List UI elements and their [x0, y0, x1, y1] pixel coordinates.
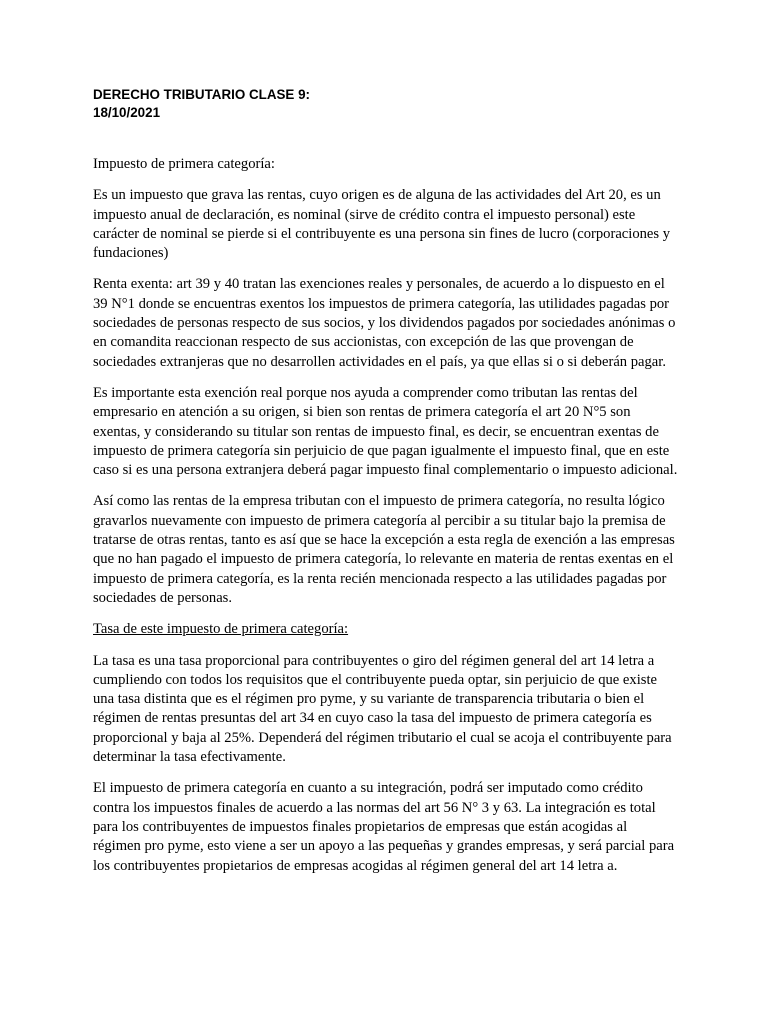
section-heading-impuesto: Impuesto de primera categoría:: [93, 156, 275, 172]
section-heading-tasa: Tasa de este impuesto de primera categoría:: [93, 621, 349, 638]
paragraph-tasa: La tasa es una tasa proporcional para contribuyentes o giro del régimen general del art 14 letra a cumpliendo con todos los requisitos que el contribuyente pueda optar, sin perjuicio de que existe una tasa distinta que es el régimen pro pyme, y su variante de transparencia tributaria o bien el régimen de rentas presuntas del art 34 en cuyo caso la tasa del impuesto de primera categoría es proporcional y baja al 25%. Dependerá del régimen tributario el cual se acoja el contribuyente para determinar la tasa efectivamente.: [93, 652, 672, 766]
document-title: DERECHO TRIBUTARIO CLASE 9:: [93, 87, 310, 102]
document-date: 18/10/2021: [93, 105, 161, 120]
paragraph-exencion-real: Es importante esta exención real porque nos ayuda a comprender como tributan las rentas del empresario en atención a su origen, si bien son rentas de primera categoría el art 20 N°5 son exentas, y considerando su titular son rentas de impuesto final, es decir, se encuentran exentas de impuesto de primera categoría sin perjuicio de que pagan igualmente el impuesto final, que en este caso si es una persona extranjera deberá pagar impuesto final complementario o impuesto adicional.: [93, 384, 678, 479]
paragraph-renta-exenta: Renta exenta: art 39 y 40 tratan las exenciones reales y personales, de acuerdo a lo dispuesto en el 39 N°1 donde se encuentras exentos los impuestos de primera categoría, las utilidades pagadas por sociedades de personas respecto de sus socios, y los dividendos pagados por sociedades anónimas o en comandita reaccionan respecto de sus accionistas, con excepción de las que provengan de sociedades extranjeras que no desarrollen actividades en el país, ya que ellas si o si deberán pagar.: [93, 276, 676, 370]
paragraph-rentas-empresa: Así como las rentas de la empresa tributan con el impuesto de primera categoría, no resulta lógico gravarlos nuevamente con impuesto de primera categoría al percibir a su titular bajo la premisa de tratarse de otras rentas, tanto es así que se hace la excepción a esta regla de exención a las empresas que no han pagado el impuesto de primera categoría, lo relevante en materia de rentas exentas en el impuesto de primera categoría, es la renta recién mencionada respecto a las utilidades pagadas por sociedades de personas.: [93, 493, 675, 606]
document-header: [93, 86, 693, 122]
paragraph-integracion: El impuesto de primera categoría en cuanto a su integración, podrá ser imputado como crédito contra los impuestos finales de acuerdo a las normas del art 56 N° 3 y 63. La integración es total para los contribuyentes de impuestos finales propietarios de empresas que están acogidas al régimen pro pyme, esto viene a ser un apoyo a las pequeñas y grandes empresas, y será parcial para los contribuyentes propietarios de empresas acogidas al régimen general del art 14 letra a.: [93, 780, 675, 874]
document-body: [93, 155, 678, 888]
paragraph-definition: Es un impuesto que grava las rentas, cuyo origen es de alguna de las actividades del Art 20, es un impuesto anual de declaración, es nominal (sirve de crédito contra el impuesto personal) este carácter de nominal se pierde si el contribuyente es una persona sin fines de lucro (corporaciones y fundaciones): [93, 187, 671, 262]
